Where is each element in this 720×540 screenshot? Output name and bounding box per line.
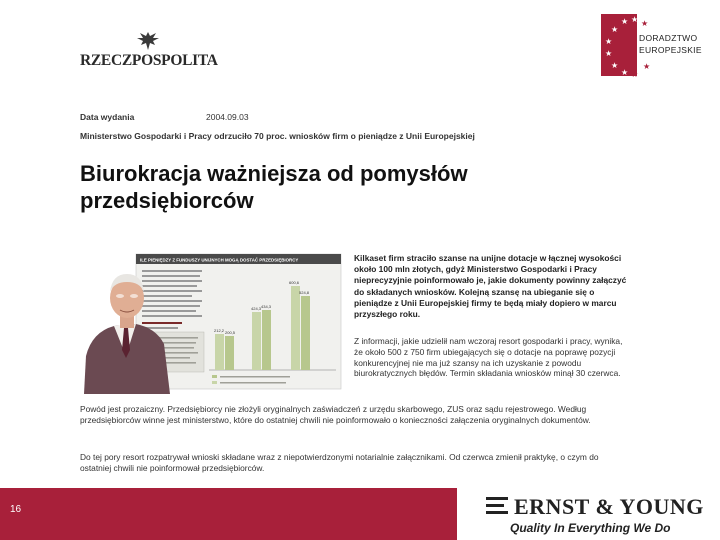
svg-text:★: ★ <box>605 37 613 46</box>
chart-bar <box>291 286 300 370</box>
rzeczpospolita-logo <box>80 30 218 70</box>
page-number: 16 <box>10 504 22 515</box>
svg-text:★: ★ <box>631 70 639 78</box>
chart-bar <box>301 296 310 370</box>
bar-value-label: 524,8 <box>299 290 310 295</box>
date-value: 2004.09.03 <box>206 112 249 122</box>
ey-tagline: Quality In Everything We Do <box>510 521 671 535</box>
svg-text:★: ★ <box>621 68 629 77</box>
bar-value-label: 212,2 <box>214 328 225 333</box>
publisher-wordmark: RZECZPOSPOLITA <box>80 52 218 69</box>
brand-line-1: DORADZTWO <box>639 33 698 43</box>
article-paragraph: Do tej pory resort rozpatrywał wnioski składane wraz z niepotwierdzonymi notarialnie załącznikami. Od czerwca zmienił praktykę, o czym do ostatniej chwili nie poinformował przedsiębiorców. <box>80 452 599 473</box>
article-title: Biurokracja ważniejsza od pomysłów przedsiębiorców <box>80 161 468 213</box>
chart-bar <box>252 312 261 370</box>
chart-bar <box>225 336 234 370</box>
svg-text:★: ★ <box>611 61 619 70</box>
date-label: Data wydania <box>80 112 135 122</box>
ey-mark-icon <box>486 497 510 515</box>
svg-text:★: ★ <box>641 19 649 28</box>
eagle-icon <box>135 30 161 54</box>
chart-title: ILE PIENIĘDZY Z FUNDUSZY UNIJNYCH MOGĄ DOSTAĆ PRZEDSIĘBIORCY <box>140 257 299 263</box>
svg-text:★: ★ <box>643 62 651 71</box>
bar-value-label: 434,3 <box>261 304 272 309</box>
brand-line-2: EUROPEJSKIE <box>639 45 702 55</box>
svg-text:★: ★ <box>611 25 619 34</box>
article-paragraph: Powód jest prozaiczny. Przedsiębiorcy nie złożyli oryginalnych zaświadczeń z urzędu skarbowego, ZUS oraz sądu rejestrowego. Według przedsiębiorców winne jest ministerstwo, które do ostatniej chwili nie poinformowało o konieczności załączenia oryginalnych dokumentów. <box>80 404 591 425</box>
article-figure <box>84 244 344 394</box>
svg-text:★: ★ <box>631 15 639 24</box>
svg-text:★: ★ <box>621 17 629 26</box>
bar-value-label: 200,5 <box>225 330 236 335</box>
bar-value-label: 600,6 <box>289 280 300 285</box>
doradztwo-europejskie-logo <box>601 14 711 78</box>
article-paragraph: Z informacji, jakie udzielił nam wczoraj resort gospodarki i pracy, wynika, że około 500 z 750 firm ubiegających się o dotacje na poprawę pozycji konkurencyjnej nie ma już szansy na ich uzyskanie z powodu biurokratycznych błędów. Termin składania wniosków minął 30 czerwca. <box>354 336 623 379</box>
article-subheading: Ministerstwo Gospodarki i Pracy odrzuciło 70 proc. wniosków firm o pieniądze z Unii Europejskiej <box>80 131 475 141</box>
article-lead: Kilkaset firm straciło szanse na unijne dotacje w łącznej wysokości około 100 mln złotych, gdyż Ministerstwo Gospodarki i Pracy nieprecyzyjnie poinformowało je, jakie dokumenty powinny załączyć do składanych wniosków. Kolejną szansę na ubieganie się o pieniądze z Unii Europejskiej firmy te będą miały dopiero w marcu przyszłego roku. <box>354 253 627 320</box>
ernst-young-wordmark: ERNST & YOUNG <box>514 494 704 519</box>
chart-bar <box>215 334 224 370</box>
bar-value-label: 424,3 <box>251 306 262 311</box>
svg-text:★: ★ <box>605 49 613 58</box>
chart-bar <box>262 310 271 370</box>
